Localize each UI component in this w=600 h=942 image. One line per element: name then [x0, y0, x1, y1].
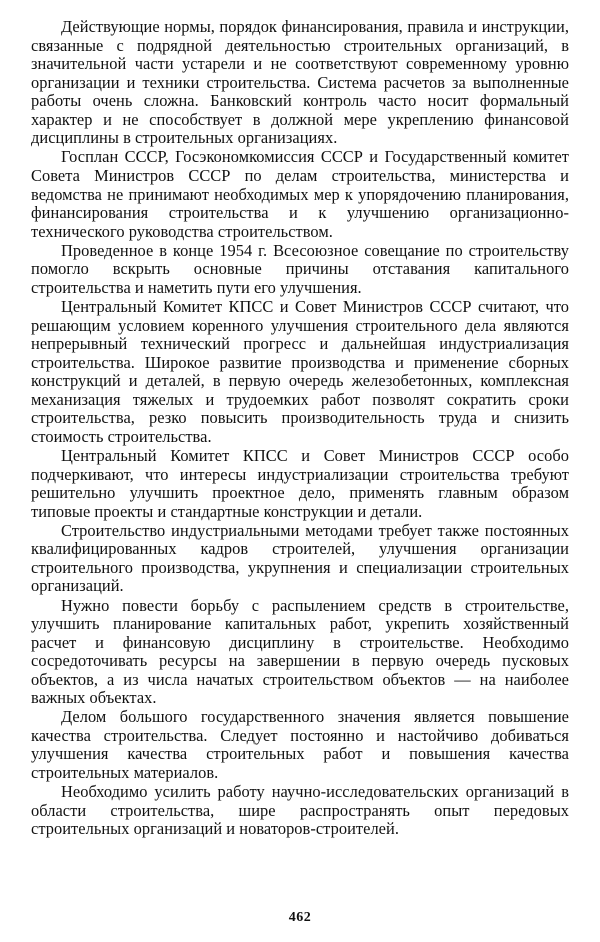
page-body: [31, 18, 569, 839]
paragraph-1: Действующие нормы, порядок финансирования, правила и инструкции, связанные с подрядной деятельностью строительных организаций, в значительной части устарели и не соответствуют современному уровню организации и техники строительства. Система расчетов за выполненные работы очень сложна. Банковский контроль часто носит формальный характер и не способствует в должной мере укреплению финансовой дисциплины в строительных организациях.: [31, 17, 569, 148]
paragraph-7: Нужно повести борьбу с распылением средств в строительстве, улучшить планирование капитальных работ, укрепить хозяйственный расчет и финансовую дисциплину в строительстве. Необходимо сосредоточивать ресурсы на завершении в первую очередь пусковых объектов, а из числа начатых строительством объектов — на наиболее важных объектах.: [31, 595, 569, 708]
paragraph-4: Центральный Комитет КПСС и Совет Министров СССР считают, что решающим условием коренного улучшения строительного дела являются непрерывный технический прогресс и дальнейшая индустриализация строительства. Широкое развитие производства и применение сборных конструкций и деталей, в первую очередь железобетонных, комплексная механизация тяжелых и трудоемких работ позволят сократить сроки строительства, резко повысить производительность труда и снизить стоимость строительства.: [31, 296, 569, 446]
paragraph-2: Госплан СССР, Госэкономкомиссия СССР и Государственный комитет Совета Министров СССР по делам строительства, министерства и ведомства не принимают необходимых мер к упорядочению планирования, финансирования строительства и к улучшению организационно-технического руководства строительством.: [31, 147, 569, 241]
paragraph-6: Строительство индустриальными методами требует также постоянных квалифицированных кадров строителей, улучшения организации строительного производства, укрупнения и специализации строительных организаций.: [31, 520, 569, 596]
paragraph-5: Центральный Комитет КПСС и Совет Министров СССР особо подчеркивают, что интересы индустриализации строительства требуют решительно улучшить проектное дело, применять главным образом типовые проекты и стандартные конструкции и детали.: [31, 445, 569, 521]
page-number: 462: [288, 910, 312, 925]
paragraph-8: Делом большого государственного значения является повышение качества строительства. Следует постоянно и настойчиво добиваться улучшения качества строительных работ и повышения качества строительных материалов.: [31, 707, 569, 783]
paragraph-9: Необходимо усилить работу научно-исследовательских организаций в области строительства, шире распространять опыт передовых строительных организаций и новаторов-строителей.: [31, 782, 569, 839]
paragraph-3: Проведенное в конце 1954 г. Всесоюзное совещание по строительству помогло вскрыть основные причины отставания капитального строительства и наметить пути его улучшения.: [31, 240, 569, 297]
